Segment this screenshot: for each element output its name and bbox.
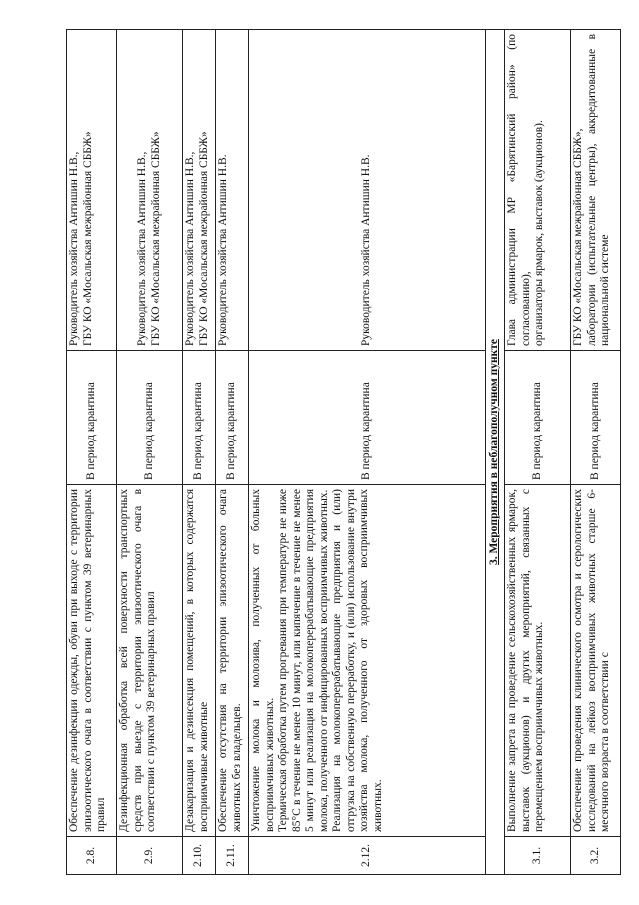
responsible-line: ГБУ КО «Мосальская межрайонная СББЖ», [572, 128, 584, 346]
responsible-text [67, 30, 117, 351]
period-text: В период карантина [571, 351, 621, 485]
table-row [117, 30, 183, 875]
responsible-line: лаборатории (испытательные центры), аккредитованные в национальной системе [585, 34, 611, 346]
row-number: 2.10. [183, 837, 216, 875]
table-row [67, 30, 117, 875]
responsible-line: Глава администрации МР «Барятинский район» (по согласованию), [506, 34, 532, 346]
responsible-line: Руководитель хозяйства Антишин Н.В., [184, 151, 196, 346]
responsible-line: Руководитель хозяйства Антишин Н.В. [217, 154, 229, 346]
action-text: Выполнение запрета на проведение сельскохозяйственных ярмарок, выставок (аукционов) и других мероприятий, связанных с перемещением восприимчивых животных. [505, 485, 571, 837]
table-row [505, 30, 571, 875]
row-number: 2.8. [67, 837, 117, 875]
action-line: Реализация на молокоперерабатывающие предприятия и (или) отгрузка на собственную переработку, и (или) использование внутри хозяйства молока, полученного от здоровых восприимчивых животных. [331, 489, 384, 832]
period-text: В период карантина [505, 351, 571, 485]
responsible-text [117, 30, 183, 351]
period-text: В период карантина [117, 351, 183, 485]
row-number: 3.2. [571, 837, 621, 875]
row-number: 3.1. [505, 837, 571, 875]
action-text: Дезинфекционная обработка всей поверхности транспортных средств при выезде с территории эпизоотического очага в соответствии с пунктом 39 ветеринарных правил [117, 485, 183, 837]
table-row [571, 30, 621, 875]
responsible-line: ГБУ КО «Мосальская межрайонная СББЖ» [197, 131, 210, 346]
action-text: Обеспечение отсутствия на территории эпизоотического очага животных без владельцев. [216, 485, 249, 837]
responsible-line: ГБУ КО «Мосальская межрайонная СББЖ» [149, 131, 162, 346]
table-row [183, 30, 216, 875]
row-number: 2.11. [216, 837, 249, 875]
table-row [249, 30, 486, 875]
action-line: Уничтожение молока и молозива, полученных от больных восприимчивых животных. [250, 489, 276, 832]
action-text: Обеспечение проведения клинического осмотра и серологических исследований на лейкоз восприимчивых животных старше 6-месячного возраста в соответствии с [571, 485, 621, 837]
action-text [249, 485, 486, 837]
responsible-line: Руководитель хозяйства Антишин Н.В. [360, 154, 373, 346]
action-text: Дезакаризация и дезинсекция помещений, в которых содержатся восприимчивые животные [183, 485, 216, 837]
period-text: В период карантина [249, 351, 486, 485]
responsible-text [183, 30, 216, 351]
responsible-text [571, 30, 621, 351]
period-text: В период карантина [216, 351, 249, 485]
section-title: 3. Мероприятия в неблагополучном пункте [486, 30, 505, 875]
table-row [216, 30, 249, 875]
responsible-text [505, 30, 571, 351]
responsible-text [249, 30, 486, 351]
responsible-line: организаторы ярмарок, выставок (аукционов). [533, 120, 545, 346]
period-text: В период карантина [183, 351, 216, 485]
quarantine-measures-table [66, 29, 621, 875]
responsible-line: Руководитель хозяйства Антишин Н.В., [136, 151, 148, 346]
action-line: Термическая обработка путем прогревания при температуре не ниже 85°С в течение не менее 10 минут, или кипячение в течение не менее 5 минут или реализация на молокоперерабатывающие предприятия молока, полученного от инфицированных восприимчивых животных. [277, 489, 330, 832]
row-number: 2.12. [249, 837, 486, 875]
period-text: В период карантина [67, 351, 117, 485]
responsible-text [216, 30, 249, 351]
action-text: Обеспечение дезинфекции одежды, обуви при выходе с территории эпизоотического очага в соответствии с пунктом 39 ветеринарных правил [67, 485, 117, 837]
row-number: 2.9. [117, 837, 183, 875]
section-header-row [486, 30, 505, 875]
responsible-line: ГБУ КО «Мосальская межрайонная СББЖ» [81, 131, 94, 346]
responsible-line: Руководитель хозяйства Антишин Н.В., [68, 151, 80, 346]
